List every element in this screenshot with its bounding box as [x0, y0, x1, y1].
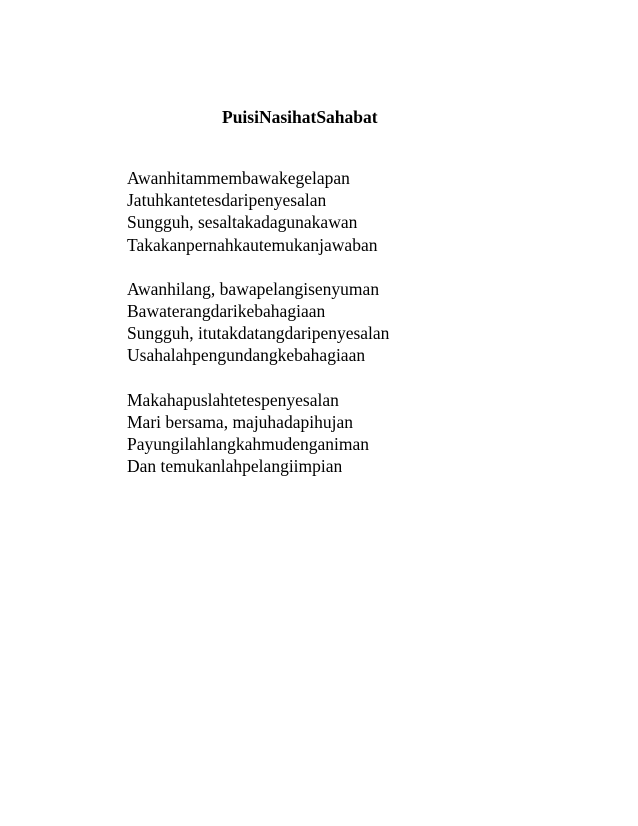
poem-line: Dan temukanlahpelangiimpian [127, 456, 343, 477]
poem-title: PuisiNasihatSahabat [222, 107, 378, 127]
stanza-2 [127, 278, 607, 367]
poem-line: Sungguh, itutakdatangdaripenyesalan [127, 323, 390, 344]
poem-line: Bawaterangdarikebahagiaan [127, 301, 326, 322]
poem-line: Makahapuslahtetespenyesalan [127, 389, 339, 410]
poem-line: Sungguh, sesaltakadagunakawan [127, 212, 358, 233]
poem-body [127, 167, 607, 499]
poem-line: Awanhitammembawakegelapan [127, 168, 350, 188]
stanza-1 [127, 167, 607, 256]
stanza-3 [127, 389, 607, 478]
poem-line: Usahalahpengundangkebahagiaan [127, 345, 366, 366]
poem-line: Payungilahlangkahmudenganiman [127, 434, 370, 455]
poem-line: Jatuhkantetesdaripenyesalan [127, 190, 327, 211]
poem-line: Mari bersama, majuhadapihujan [127, 411, 353, 432]
poem-line: Takakanpernahkautemukanjawaban [127, 234, 378, 255]
poem-line: Awanhilang, bawapelangisenyuman [127, 278, 380, 299]
